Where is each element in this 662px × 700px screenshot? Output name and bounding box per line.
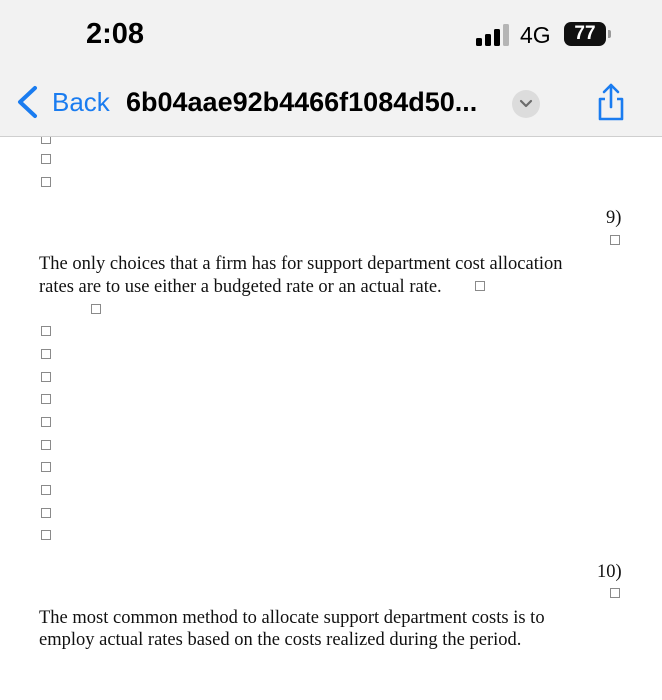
checkbox-placeholder	[41, 154, 51, 164]
signal-strength-icon	[476, 24, 510, 46]
question-9-line-2: rates are to use either a budgeted rate or an actual rate.	[39, 277, 442, 297]
chevron-down-icon	[519, 99, 533, 109]
question-9-line-1: The only choices that a firm has for support department cost allocation	[39, 254, 563, 274]
checkbox-placeholder	[41, 137, 51, 144]
checkbox-placeholder	[610, 235, 620, 245]
back-button[interactable]	[16, 84, 110, 120]
checkbox-placeholder	[41, 462, 51, 472]
checkbox-placeholder	[610, 588, 620, 598]
checkbox-placeholder	[475, 281, 485, 291]
title-menu-button[interactable]	[512, 90, 540, 118]
checkbox-placeholder	[41, 440, 51, 450]
chevron-left-icon	[16, 85, 38, 119]
status-bar	[0, 0, 662, 70]
status-time: 2:08	[86, 18, 145, 50]
nav-bar	[0, 70, 662, 137]
question-number-10: 10)	[597, 562, 622, 582]
question-10-line-1: The most common method to allocate support department costs is to	[39, 608, 545, 628]
checkbox-placeholder	[41, 530, 51, 540]
checkbox-placeholder	[41, 372, 51, 382]
checkbox-placeholder	[41, 417, 51, 427]
share-button[interactable]	[594, 82, 628, 122]
back-label: Back	[52, 86, 110, 117]
question-10-line-2: employ actual rates based on the costs realized during the period.	[39, 630, 522, 650]
checkbox-placeholder	[41, 394, 51, 404]
checkbox-placeholder	[91, 304, 101, 314]
share-icon	[594, 82, 628, 122]
network-type: 4G	[520, 22, 551, 48]
checkbox-placeholder	[41, 485, 51, 495]
battery-icon: 77	[564, 22, 606, 46]
checkbox-placeholder	[41, 177, 51, 187]
checkbox-placeholder	[41, 349, 51, 359]
question-number-9: 9)	[606, 208, 622, 228]
battery-cap	[608, 30, 611, 38]
checkbox-placeholder	[41, 508, 51, 518]
checkbox-placeholder	[41, 326, 51, 336]
document-title[interactable]: 6b04aae92b4466f1084d50...	[126, 87, 478, 117]
